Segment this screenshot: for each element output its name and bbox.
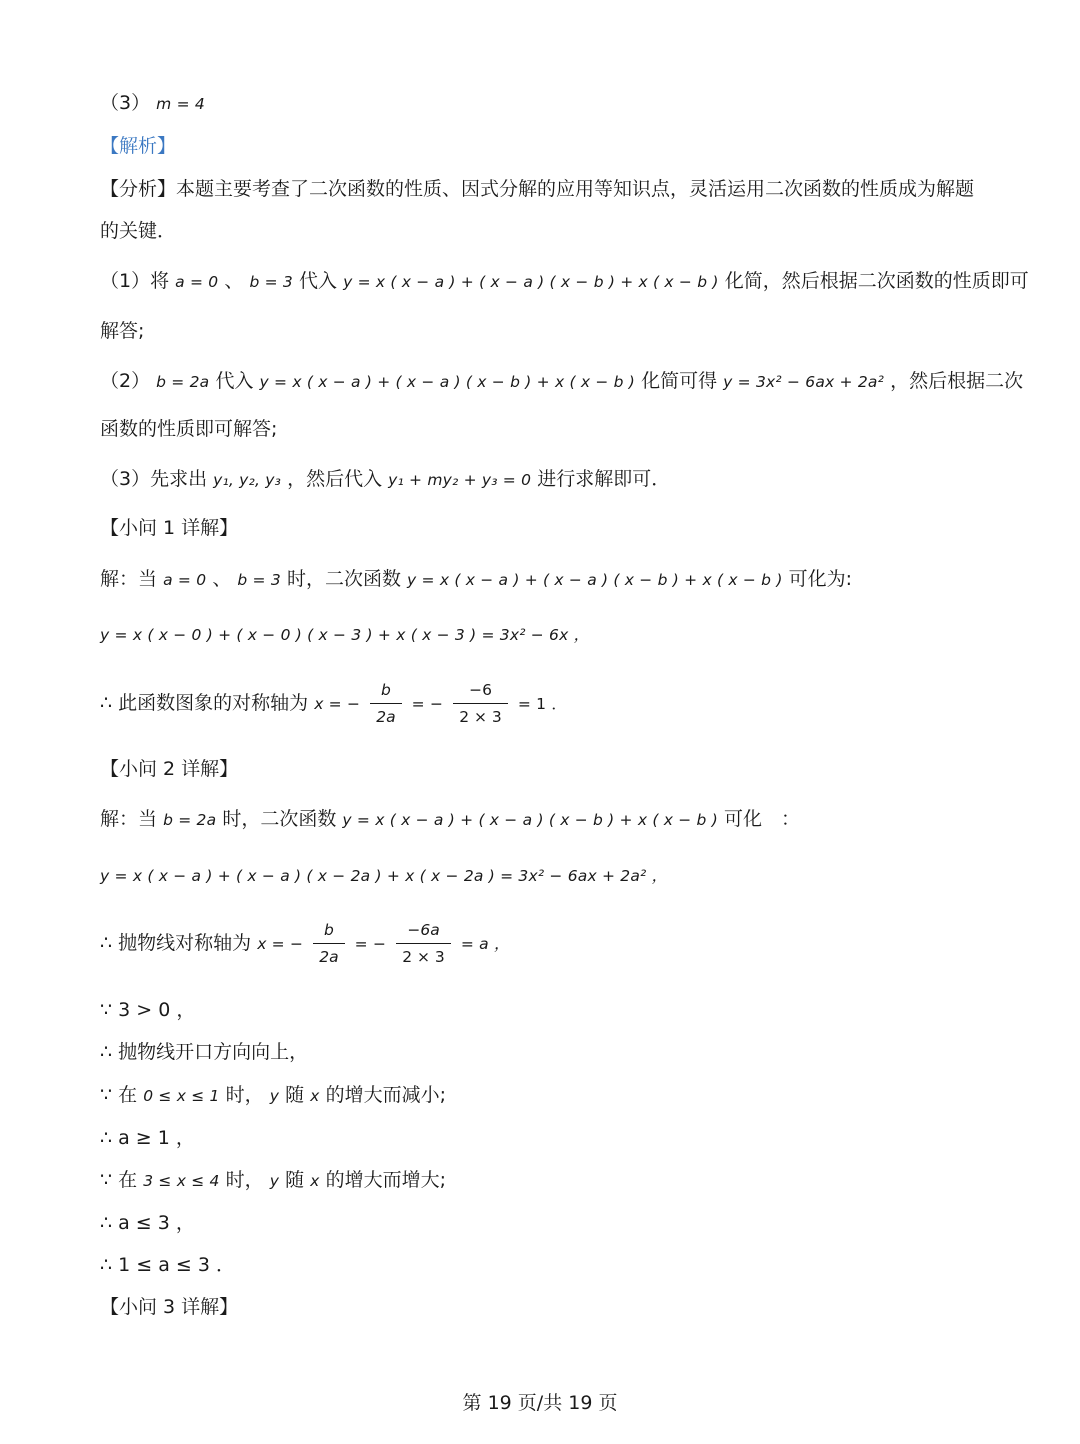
math: y = x ( x − a ) + ( x − a ) ( x − b ) + x ( x − b ) (407, 571, 783, 589)
text: ∵ 在 (100, 1169, 138, 1191)
text: ，然后代入 (287, 468, 383, 490)
denominator: 2a (319, 948, 339, 966)
text: 可化 ： (724, 808, 801, 830)
solution-2-line-1 (100, 806, 800, 833)
text: 解：当 (100, 568, 158, 590)
math: a = 0 (163, 571, 207, 589)
analysis-line-2: 的关键． (100, 220, 177, 242)
math: y (269, 1087, 280, 1105)
numerator: b (313, 920, 344, 944)
solution-1-axis-line (100, 680, 567, 727)
text: 的增大而增大; (325, 1169, 446, 1191)
text: 化简，然后根据二次函数的性质即可 (724, 270, 1029, 292)
math: y = x ( x − a ) + ( x − a ) ( x − b ) + x ( x − b ) (259, 373, 636, 391)
math: a = 0 (175, 273, 219, 291)
math: = 1 ． (517, 695, 568, 713)
text: 可化为: (788, 568, 853, 590)
text: （3） (100, 92, 151, 114)
analysis-step-1 (100, 268, 1029, 295)
analysis-step-3 (100, 466, 670, 493)
math: m = 4 (156, 95, 205, 113)
math: y₁, y₂, y₃ (213, 471, 282, 489)
solution-2-a-ge-1: ∴ a ≥ 1 ， (100, 1127, 195, 1149)
math: b = 3 (249, 273, 293, 291)
subquestion-3-heading: 【小问 3 详解】 (100, 1296, 239, 1318)
subquestion-1-heading: 【小问 1 详解】 (100, 517, 239, 539)
text: ∴ 此函数图象的对称轴为 (100, 692, 309, 714)
solution-2-decreasing (100, 1082, 446, 1109)
text: 化简可得 (641, 370, 718, 392)
text: （3）先求出 (100, 468, 208, 490)
text: 时， (225, 1169, 264, 1191)
analysis-line-1: 【分析】本题主要考查了二次函数的性质、因式分解的应用等知识点，灵活运用二次函数的性质成为解题 (100, 178, 975, 200)
math: y₁ + my₂ + y₃ = 0 (388, 471, 532, 489)
analysis-step-1-cont: 解答; (100, 320, 145, 342)
math: = − (411, 695, 444, 713)
math: y = 3x² − 6ax + 2a² (723, 373, 885, 391)
math: y = x ( x − a ) + ( x − a ) ( x − b ) + x ( x − b ) (342, 811, 718, 829)
math: y = x ( x − 0 ) + ( x − 0 ) ( x − 3 ) + x ( x − 3 ) = 3x² − 6x ， (100, 626, 590, 644)
solution-2-increasing (100, 1167, 446, 1194)
text: 解：当 (100, 808, 158, 830)
math: y = x ( x − a ) + ( x − a ) ( x − 2a ) + x ( x − 2a ) = 3x² − 6ax + 2a² ， (100, 867, 668, 885)
text: 随 (285, 1169, 305, 1191)
answer-3-line (100, 90, 205, 117)
text: 、 (212, 568, 232, 590)
analysis-step-2-cont: 函数的性质即可解答; (100, 418, 278, 440)
text: 代入 (215, 370, 254, 392)
text: 、 (224, 270, 244, 292)
math: 0 ≤ x ≤ 1 (143, 1087, 220, 1105)
math: b = 2a (156, 373, 210, 391)
fraction (396, 920, 451, 967)
subquestion-2-heading: 【小问 2 详解】 (100, 758, 239, 780)
math: = a ， (460, 935, 510, 953)
page-footer: 第 19 页/共 19 页 (462, 1392, 618, 1414)
math: b = 3 (237, 571, 281, 589)
fraction (370, 680, 401, 727)
text: （1）将 (100, 270, 170, 292)
text: 时，二次函数 (222, 808, 337, 830)
fraction (453, 680, 508, 727)
math: 3 ≤ x ≤ 4 (143, 1172, 220, 1190)
solution-2-a-le-3: ∴ a ≤ 3 ， (100, 1212, 195, 1234)
solution-2-because: ∵ 3 > 0 ， (100, 999, 196, 1021)
denominator: 2 × 3 (402, 948, 445, 966)
solution-2-range: ∴ 1 ≤ a ≤ 3 ． (100, 1254, 235, 1276)
math: y (269, 1172, 280, 1190)
solution-2-axis-line (100, 920, 510, 967)
numerator: −6 (453, 680, 508, 704)
text: 时，二次函数 (286, 568, 401, 590)
math: b = 2a (163, 811, 217, 829)
analysis-tag: 【解析】 (100, 135, 177, 157)
fraction (313, 920, 344, 967)
math: y = x ( x − a ) + ( x − a ) ( x − b ) + x ( x − b ) (343, 273, 719, 291)
math: x (310, 1172, 320, 1190)
text: 的增大而减小; (325, 1084, 446, 1106)
text: 随 (285, 1084, 305, 1106)
denominator: 2a (376, 708, 396, 726)
text: 时， (225, 1084, 264, 1106)
math: x = − (314, 695, 361, 713)
analysis-step-2 (100, 368, 1023, 395)
text: ，然后根据二次 (890, 370, 1024, 392)
text: 代入 (299, 270, 338, 292)
text: 进行求解即可． (537, 468, 671, 490)
solution-1-line-2 (100, 621, 589, 648)
numerator: −6a (396, 920, 451, 944)
solution-1-line-1 (100, 566, 852, 593)
text: ∴ 抛物线对称轴为 (100, 932, 252, 954)
math: x = − (257, 935, 304, 953)
text: （2） (100, 370, 151, 392)
solution-2-line-2 (100, 862, 667, 889)
solution-2-opens-up: ∴ 抛物线开口方向向上， (100, 1041, 309, 1063)
math: = − (354, 935, 387, 953)
math: x (310, 1087, 320, 1105)
text: ∵ 在 (100, 1084, 138, 1106)
denominator: 2 × 3 (459, 708, 502, 726)
numerator: b (370, 680, 401, 704)
